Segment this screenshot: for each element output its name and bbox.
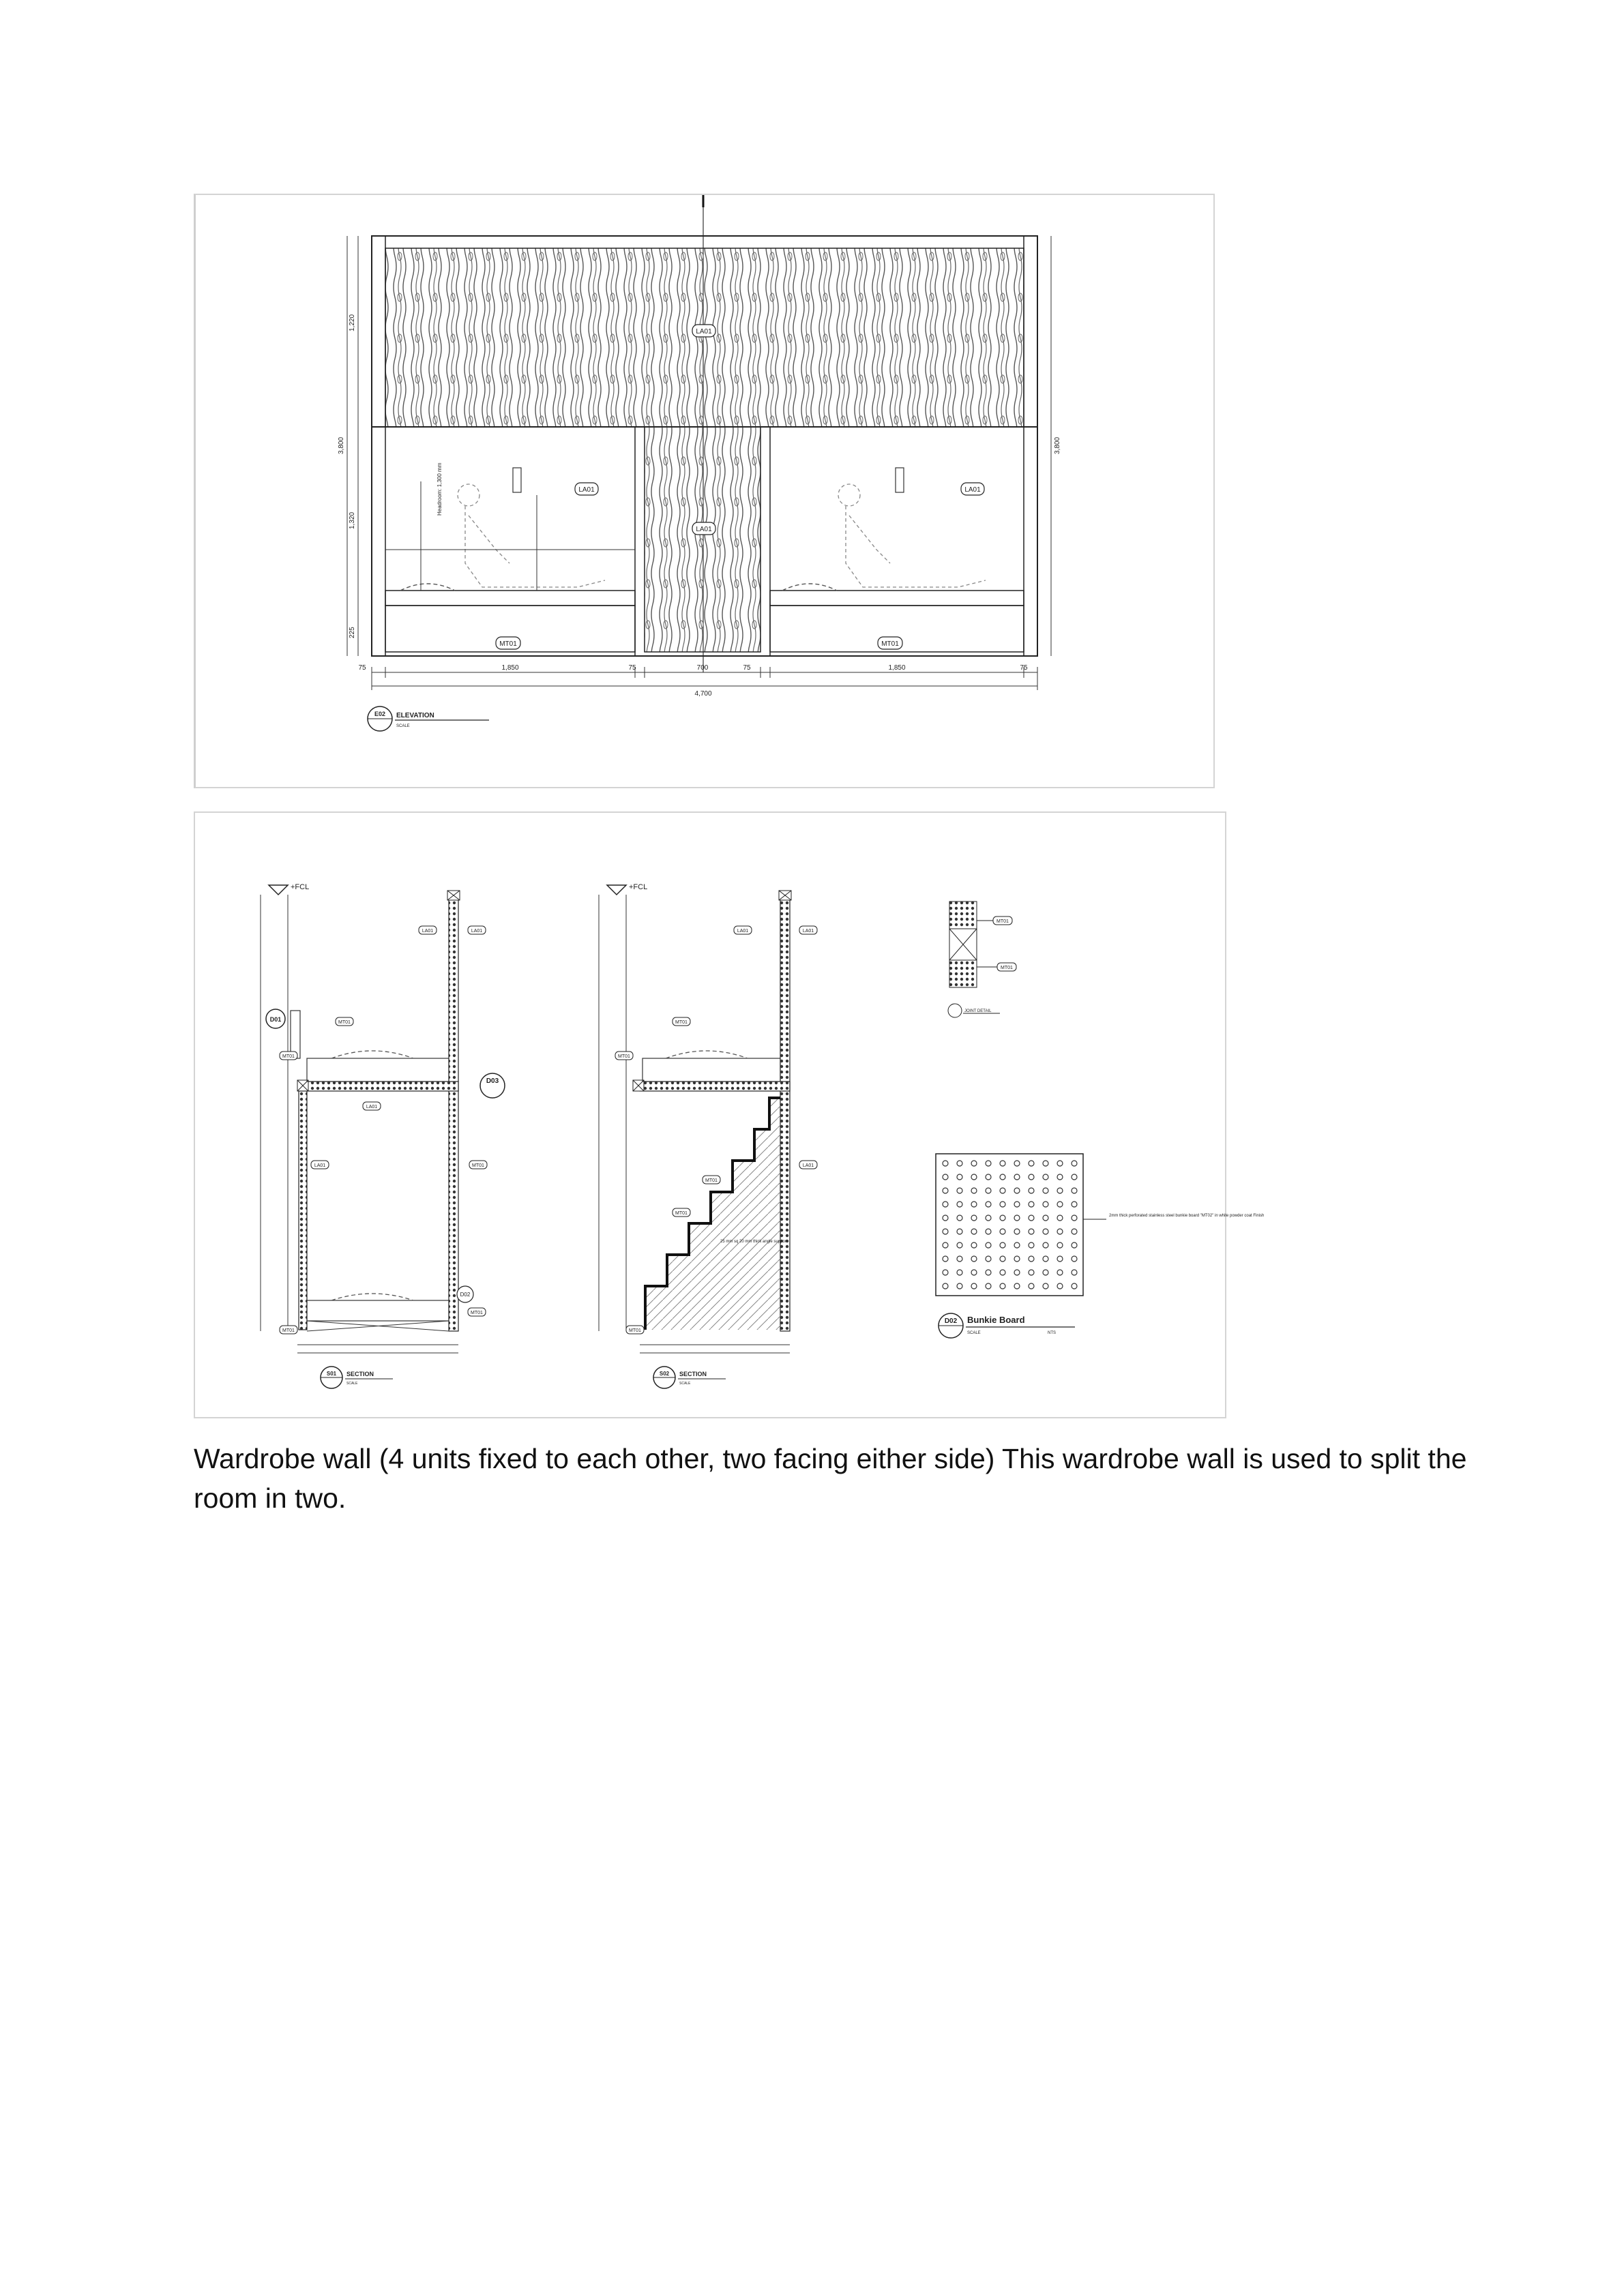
section-s01 <box>261 883 505 1388</box>
svg-text:ELEVATION: ELEVATION <box>396 712 434 719</box>
svg-text:LA01: LA01 <box>422 929 434 934</box>
svg-text:MT01: MT01 <box>996 919 1009 924</box>
svg-text:LA01: LA01 <box>964 486 981 494</box>
svg-text:E02: E02 <box>374 711 386 717</box>
svg-text:MT01: MT01 <box>282 1054 295 1059</box>
svg-text:MT01: MT01 <box>629 1328 641 1333</box>
svg-text:MT01: MT01 <box>338 1020 351 1025</box>
svg-text:SECTION: SECTION <box>679 1371 707 1377</box>
svg-text:MT01: MT01 <box>705 1178 718 1183</box>
dim-center: 700 <box>696 664 709 672</box>
tag-la01-top <box>692 325 715 337</box>
svg-text:LA01: LA01 <box>314 1163 326 1168</box>
svg-text:LA01: LA01 <box>366 1105 378 1109</box>
dim-total: 4,700 <box>694 690 712 698</box>
svg-text:D03: D03 <box>486 1077 499 1085</box>
svg-text:MT01: MT01 <box>1001 966 1013 970</box>
svg-text:+FCL: +FCL <box>291 883 310 891</box>
svg-text:MT01: MT01 <box>675 1211 688 1216</box>
svg-text:D02: D02 <box>460 1292 471 1298</box>
svg-text:S01: S01 <box>326 1371 337 1377</box>
dim-v-mid: 1,320 <box>349 511 356 529</box>
svg-text:+FCL: +FCL <box>629 883 648 891</box>
svg-text:MT01: MT01 <box>618 1054 630 1059</box>
svg-text:LA01: LA01 <box>696 526 712 533</box>
svg-text:D02: D02 <box>944 1317 958 1325</box>
dim-v-total: 3,800 <box>338 436 345 454</box>
svg-text:LA01: LA01 <box>578 486 595 494</box>
svg-text:MT01: MT01 <box>282 1328 295 1333</box>
tag-la01-mid <box>692 522 715 535</box>
svg-text:25 mm sq 20 mm thick angle sup: 25 mm sq 20 mm thick angle support <box>720 1240 788 1244</box>
svg-text:LA01: LA01 <box>802 1163 814 1168</box>
svg-text:LA01: LA01 <box>802 929 814 934</box>
svg-text:LA01: LA01 <box>471 929 483 934</box>
svg-text:MT01: MT01 <box>472 1163 484 1168</box>
dim-v-right: 3,800 <box>1054 436 1061 454</box>
sections-drawing-sheet <box>194 811 1265 1418</box>
svg-text:D01: D01 <box>269 1016 282 1023</box>
dim-v-top: 1,220 <box>349 314 356 331</box>
tag-la01-right <box>961 483 984 495</box>
dim-mid-right: 75 <box>743 664 751 672</box>
sections-drawing <box>195 813 1265 1417</box>
svg-text:MT01: MT01 <box>675 1020 688 1025</box>
dim-right-side: 75 <box>1020 664 1028 672</box>
joint-detail <box>948 901 1016 1017</box>
figure-right <box>838 484 986 587</box>
elevation-drawing <box>196 195 1213 787</box>
figure-left <box>458 484 605 587</box>
dim-bay-left: 1,850 <box>501 664 519 672</box>
svg-text:S02: S02 <box>659 1371 670 1377</box>
svg-text:LA01: LA01 <box>696 328 712 336</box>
elevation-drawing-sheet <box>194 194 1215 788</box>
caption-text: Wardrobe wall (4 units fixed to each other, two facing either side) This wardrobe wall is used to split the room in two. <box>194 1443 1467 1514</box>
dim-bay-right: 1,850 <box>888 664 906 672</box>
svg-text:MT01: MT01 <box>881 640 899 648</box>
svg-text:SCALE: SCALE <box>346 1382 358 1386</box>
dim-headroom: Headroom: 1,300 mm <box>437 462 443 516</box>
tag-la01-left <box>575 483 598 495</box>
svg-text:Bunkie Board: Bunkie Board <box>967 1315 1025 1325</box>
section-s02 <box>599 883 817 1388</box>
svg-text:LA01: LA01 <box>737 929 749 934</box>
dim-left-side: 75 <box>358 664 366 672</box>
bunkie-note: 2mm thick perforated stainless steel bunkie board "MT02" in white powder coat Finish <box>1109 1214 1265 1218</box>
svg-text:MT01: MT01 <box>499 640 517 648</box>
tag-mt01-left <box>496 637 520 649</box>
svg-text:SCALE: SCALE <box>967 1331 981 1335</box>
svg-text:MT01: MT01 <box>471 1311 483 1315</box>
dim-mid-left: 75 <box>628 664 636 672</box>
svg-text:NTS: NTS <box>1048 1331 1056 1335</box>
svg-text:SCALE: SCALE <box>396 724 410 728</box>
bunkie-board-detail <box>936 1154 1264 1338</box>
svg-text:SECTION: SECTION <box>346 1371 374 1377</box>
tag-mt01-right <box>878 637 902 649</box>
svg-text:JOINT DETAIL: JOINT DETAIL <box>964 1009 992 1013</box>
svg-text:SCALE: SCALE <box>679 1382 691 1386</box>
elevation-title-block <box>368 706 489 731</box>
dim-v-bot: 225 <box>349 627 356 638</box>
